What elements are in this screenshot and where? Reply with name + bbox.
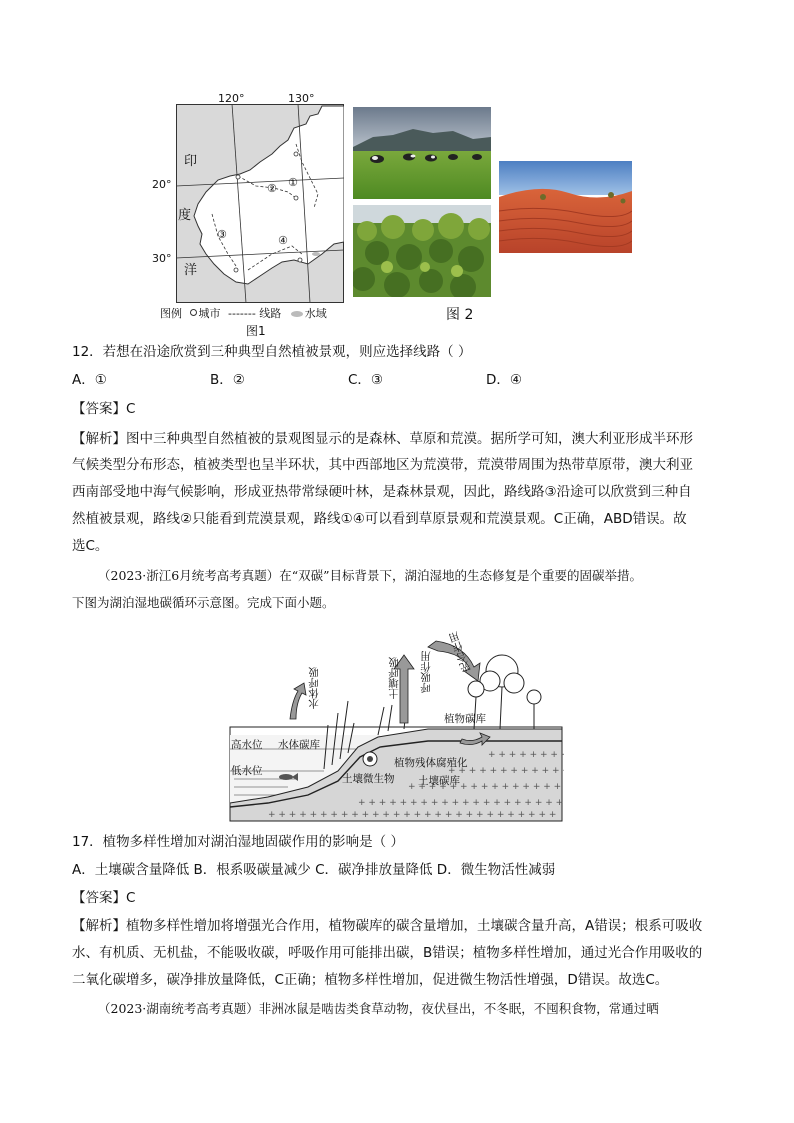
svg-text:+ + + + + + + + + + + + + + +: + + + + + + + + + + + + + + + xyxy=(408,782,562,792)
route-marker-4: ④ xyxy=(278,234,288,247)
label-soil-resp: 土壤呼吸 xyxy=(388,657,400,699)
map-legend xyxy=(160,305,327,321)
q12-option-a: A．① xyxy=(72,372,107,388)
forest-photo xyxy=(353,205,491,297)
label-soil-pool: 土壤碳库 xyxy=(418,775,460,787)
intro1-line-2: 下图为湖泊湿地碳循环示意图。完成下面小题。 xyxy=(72,595,335,610)
lat-label-20: 20° xyxy=(152,178,172,191)
q17-options: A．土壤碳含量降低 B．根系吸碳量减少 C．碳净排放量降低 D．微生物活性减弱 xyxy=(72,862,556,878)
q12-option-b: B．② xyxy=(210,372,245,388)
q12-analysis-line-1: 【解析】图中三种典型自然植被的景观图显示的是森林、草原和荒漠。据所学可知，澳大利亚形成半环形 xyxy=(72,431,693,447)
figure2-caption: 图 2 xyxy=(446,307,474,323)
figure1-map xyxy=(176,104,344,303)
svg-text:+ + + + + + + + + + + + + + +: + + + + + + + + + + + + + + + + + + + + + xyxy=(358,798,564,808)
figure1-caption: 图1 xyxy=(246,324,266,338)
q12-stem: 12．若想在沿途欣赏到三种典型自然植被景观，则应选择线路（ ） xyxy=(72,344,472,360)
legend-prefix: 图例 xyxy=(160,307,182,320)
intro2-line: （2023·湖南统考高考真题）非洲冰鼠是啮齿类食草动物，夜伏昼出，不冬眠，不囤积食物，常通过晒 xyxy=(98,1001,659,1016)
legend-city: 城市 xyxy=(198,307,221,320)
sea-char-1: 印 xyxy=(184,154,198,169)
legend-route: ------- 线路 xyxy=(228,307,282,320)
lat-label-30: 30° xyxy=(152,252,172,265)
label-microbe: 土壤微生物 xyxy=(342,773,395,785)
q17-answer: 【答案】C xyxy=(72,890,136,906)
q17-analysis-line-2: 水、有机质、无机盐，不能吸收碳，呼吸作用可能排出碳，B错误；植物多样性增加，通过光合作用吸收的 xyxy=(72,945,703,961)
q12-analysis-line-3: 西南部受地中海气候影响，形成亚热带常绿硬叶林，是森林景观，因此，路线路③沿途可以欣赏到三种自 xyxy=(72,484,692,500)
lon-label-130: 130° xyxy=(288,92,315,105)
sea-char-2: 度 xyxy=(178,208,192,223)
svg-text:+ + + + + + + + + + + + + + +: + + + + + + + + + + + + + + + + + + + + + + + + + + + + xyxy=(268,810,557,820)
intro1-line-1: （2023·浙江6月统考高考真题）在“双碳”目标背景下，湖泊湿地的生态修复是个重要的固碳举措。 xyxy=(98,568,643,583)
city-legend-icon xyxy=(190,309,197,316)
grassland-photo xyxy=(353,107,491,199)
route-marker-1: ① xyxy=(288,176,298,189)
q17-stem: 17．植物多样性增加对湖泊湿地固碳作用的影响是（ ） xyxy=(72,834,404,850)
label-water-pool: 水体碳库 xyxy=(278,739,320,751)
q12-analysis-line-2: 气候类型分布形态，植被类型也呈半环状，其中西部地区为荒漠带，荒漠带周围为热带草原带，澳大利亚 xyxy=(72,457,693,473)
label-plant-pool: 植物碳库 xyxy=(444,713,486,725)
label-high-water: 高水位 xyxy=(231,739,263,751)
q17-analysis-line-3: 二氧化碳增多，碳净排放量降低，C正确；植物多样性增加，促进微生物活性增强，D错误。故选C。 xyxy=(72,972,669,988)
route-marker-3: ③ xyxy=(217,228,227,241)
label-resp: 呼吸作用 xyxy=(420,651,432,693)
lon-label-120: 120° xyxy=(218,92,245,105)
sea-char-3: 洋 xyxy=(184,263,198,278)
water-legend-icon xyxy=(291,311,303,317)
label-photo: 光合作用 xyxy=(447,630,473,674)
label-humus: 植物残体腐殖化 xyxy=(394,757,468,769)
route-marker-2: ② xyxy=(267,182,277,195)
svg-text:+ + + + + + + + + +: + + + + + + + xyxy=(488,750,558,760)
wetland-carbon-diagram xyxy=(228,627,564,823)
label-low-water: 低水位 xyxy=(231,765,263,777)
q12-option-d: D．④ xyxy=(486,372,522,388)
label-water-resp: 水体呼吸 xyxy=(308,667,320,709)
australia-map-svg xyxy=(176,104,344,303)
svg-text:+ + + + + + + + + + + + + +: + + + + + + + + + + + xyxy=(448,766,560,776)
q12-analysis-line-5: 选C。 xyxy=(72,538,109,554)
q12-answer: 【答案】C xyxy=(72,401,136,417)
q17-analysis-line-1: 【解析】植物多样性增加将增强光合作用，植物碳库的碳含量增加，土壤碳含量升高，A错误；根系可吸收 xyxy=(72,918,703,934)
q12-analysis-line-4: 然植被景观，路线②只能看到荒漠景观，路线①④可以看到草原景观和荒漠景观。C正确，ABD错误。故 xyxy=(72,511,687,527)
q12-option-c: C．③ xyxy=(348,372,384,388)
legend-water: 水域 xyxy=(304,307,327,320)
desert-photo xyxy=(499,161,632,253)
